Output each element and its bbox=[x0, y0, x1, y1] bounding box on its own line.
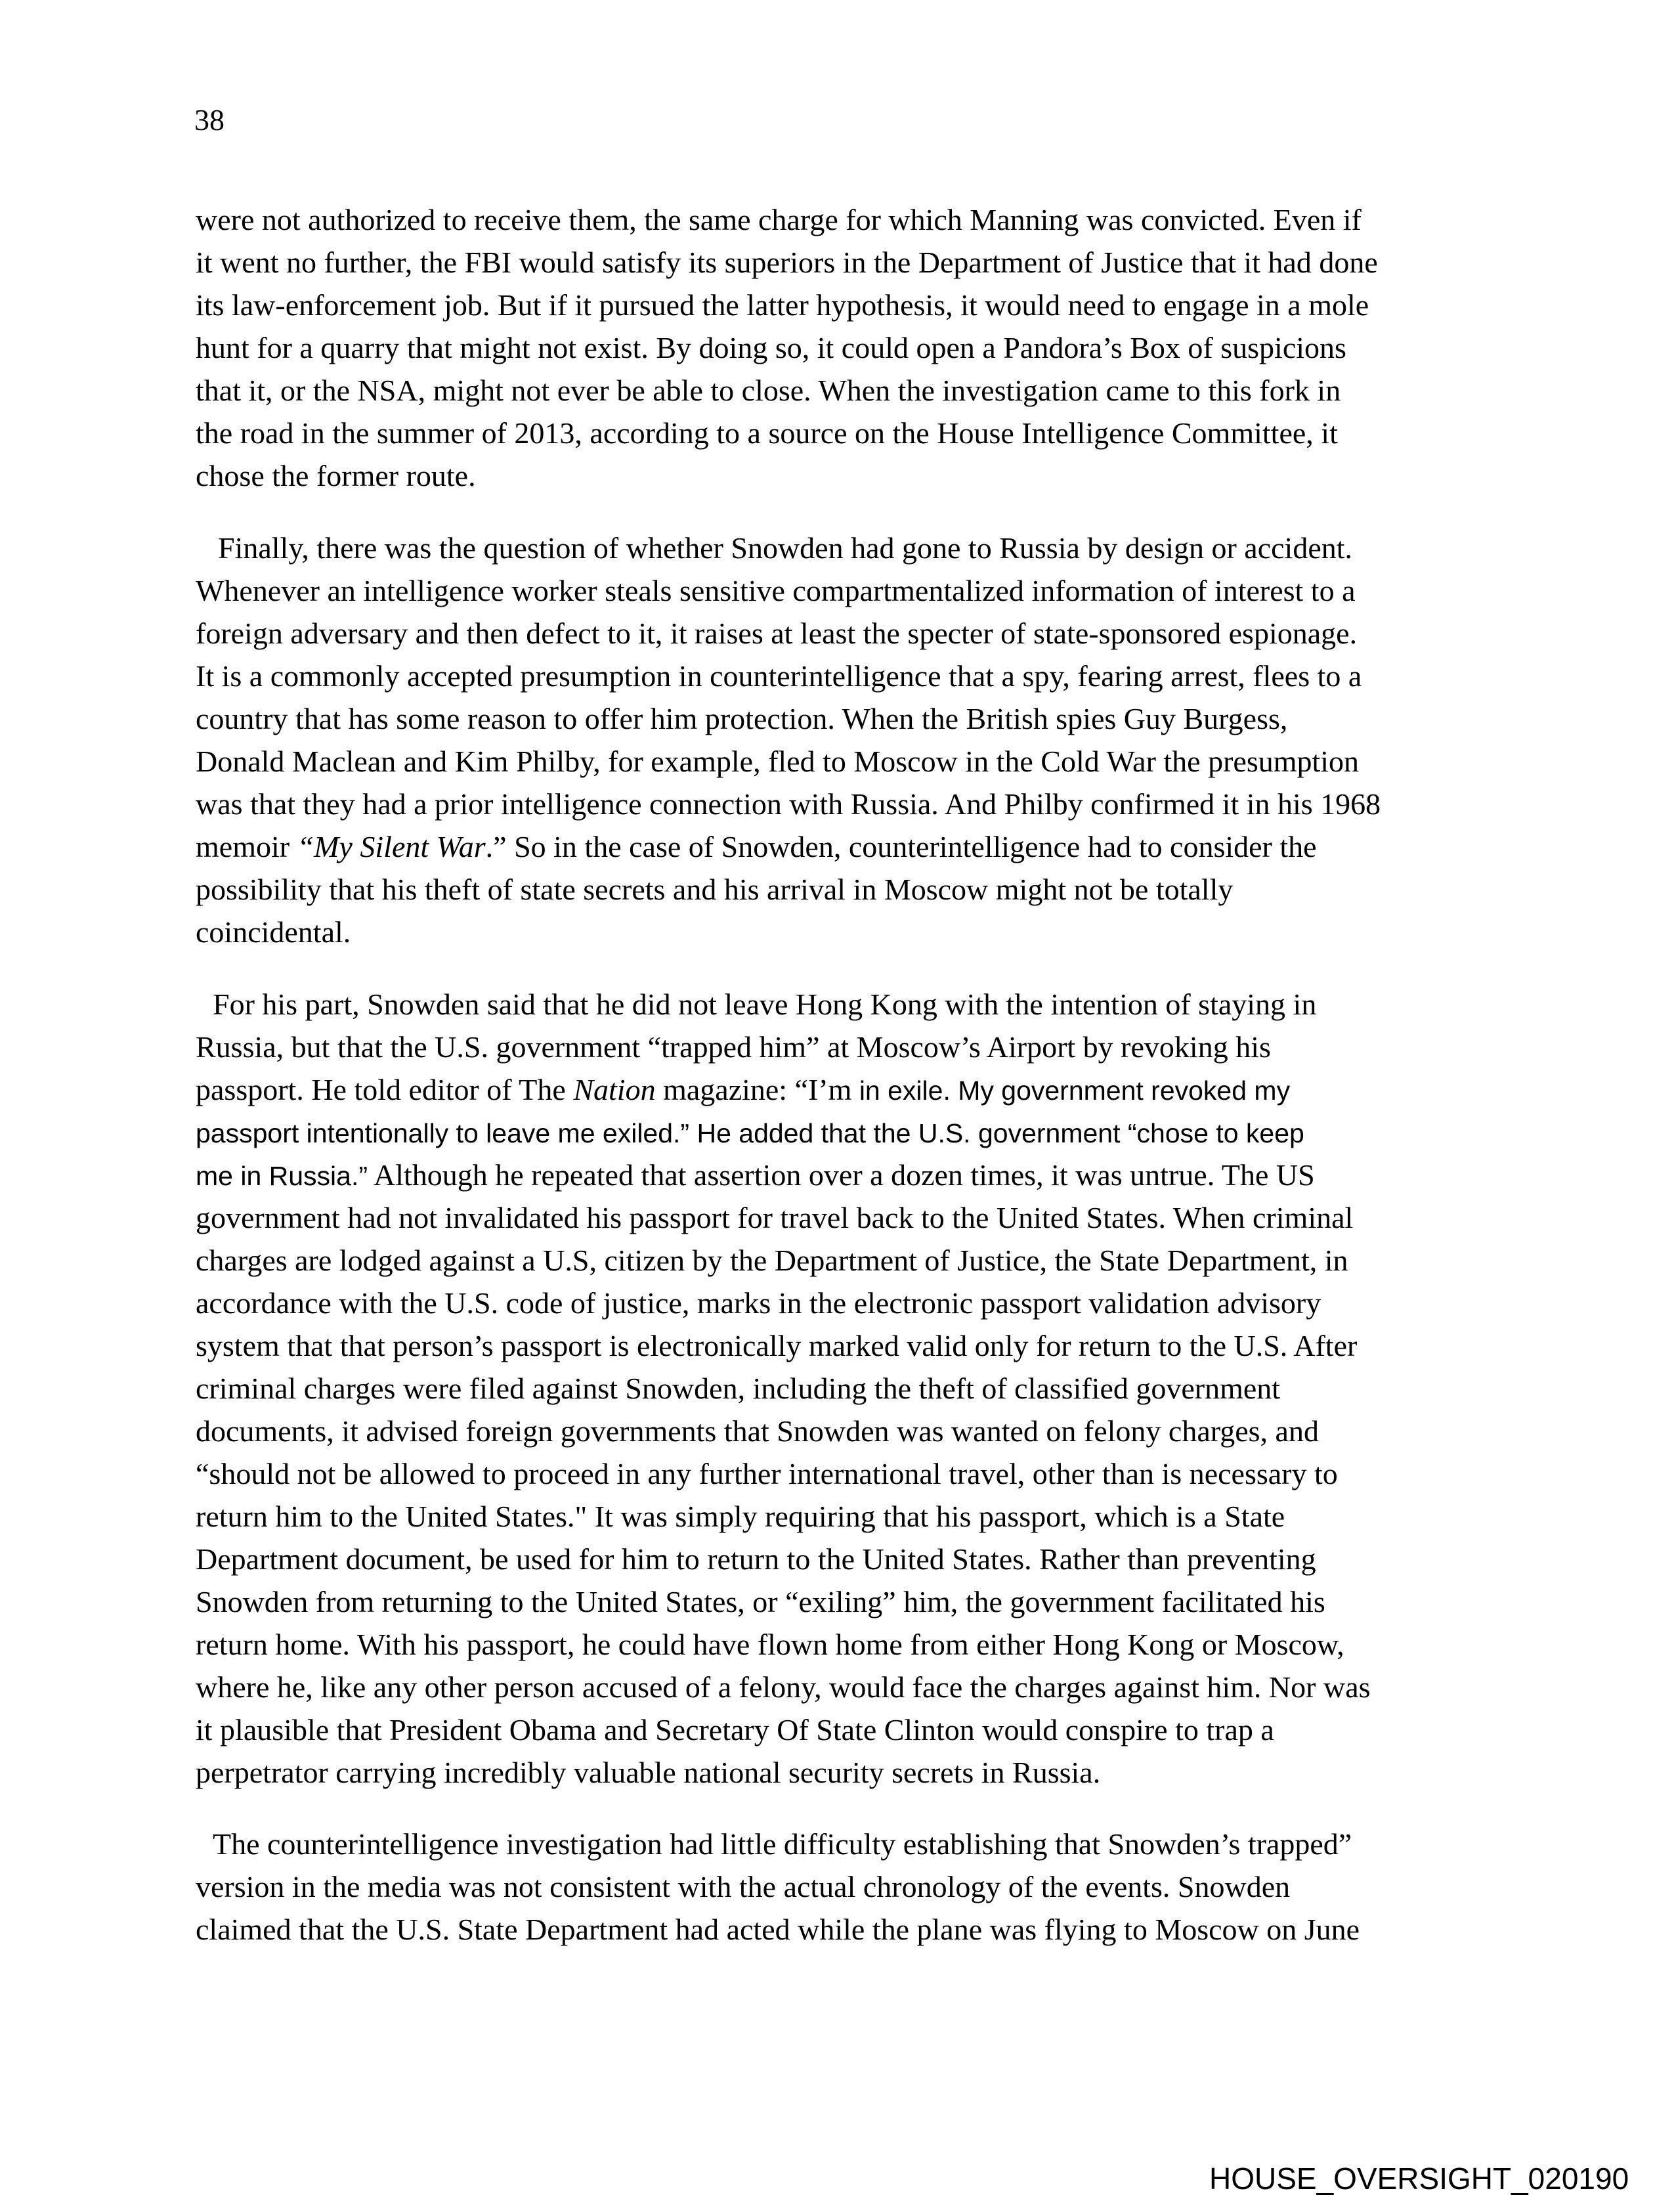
quoted-text: me in Russia.” bbox=[196, 1161, 368, 1191]
quoted-text: passport intentionally to leave me exiled.” He added that the U.S. government “chose to keep bbox=[196, 1118, 1304, 1148]
text-line bbox=[196, 825, 1509, 868]
text-line: It is a commonly accepted presumption in counterintelligence that a spy, fearing arrest, flees to a bbox=[196, 659, 1362, 693]
text-line: Whenever an intelligence worker steals sensitive compartmentalized information of interest to a bbox=[196, 574, 1356, 607]
text-line: government had not invalidated his passport for travel back to the United States. When criminal bbox=[196, 1201, 1354, 1234]
text-line: version in the media was not consistent with the actual chronology of the events. Snowden bbox=[196, 1870, 1291, 1903]
text-line: it plausible that President Obama and Secretary Of State Clinton would conspire to trap a bbox=[196, 1713, 1274, 1746]
text-segment: memoir bbox=[196, 830, 297, 863]
magazine-title: Nation bbox=[573, 1073, 656, 1106]
text-line: charges are lodged against a U.S, citizen by the Department of Justice, the State Department, in bbox=[196, 1244, 1348, 1277]
paragraph-2 bbox=[196, 527, 1509, 953]
paragraph-1 bbox=[196, 198, 1509, 497]
text-line: where he, like any other person accused of a felony, would face the charges against him. Nor was bbox=[196, 1670, 1371, 1704]
text-segment: .” So in the case of Snowden, counterintelligence had to consider the bbox=[485, 830, 1317, 863]
text-line: foreign adversary and then defect to it, it raises at least the specter of state-sponsored espionage. bbox=[196, 617, 1358, 650]
text-line bbox=[196, 1154, 1509, 1196]
text-line: documents, it advised foreign governments that Snowden was wanted on felony charges, and bbox=[196, 1414, 1319, 1448]
text-line-content: The counterintelligence investigation had little difficulty establishing that Snowden’s trapped” bbox=[213, 1827, 1352, 1861]
text-line: were not authorized to receive them, the same charge for which Manning was convicted. Even if bbox=[196, 203, 1362, 236]
text-line-content: For his part, Snowden said that he did not leave Hong Kong with the intention of staying in bbox=[213, 987, 1317, 1021]
text-line: was that they had a prior intelligence connection with Russia. And Philby confirmed it in his 1968 bbox=[196, 787, 1381, 821]
text-line: “should not be allowed to proceed in any further international travel, other than is necessary to bbox=[196, 1457, 1338, 1490]
text-line: return home. With his passport, he could have flown home from either Hong Kong or Moscow, bbox=[196, 1628, 1344, 1661]
text-line: hunt for a quarry that might not exist. By doing so, it could open a Pandora’s Box of suspicions bbox=[196, 331, 1346, 364]
text-segment: passport. He told editor of The bbox=[196, 1073, 574, 1106]
paragraph-3 bbox=[196, 983, 1509, 1794]
text-line: Donald Maclean and Kim Philby, for example, fled to Moscow in the Cold War the presumption bbox=[196, 745, 1360, 778]
text-line: perpetrator carrying incredibly valuable national security secrets in Russia. bbox=[196, 1756, 1101, 1789]
text-line: country that has some reason to offer him protection. When the British spies Guy Burgess, bbox=[196, 702, 1288, 735]
page-number: 38 bbox=[194, 103, 225, 137]
text-line: Snowden from returning to the United States, or “exiling” him, the government facilitated his bbox=[196, 1585, 1325, 1618]
text-line: system that that person’s passport is electronically marked valid only for return to the U.S. After bbox=[196, 1329, 1358, 1362]
text-line: its law-enforcement job. But if it pursued the latter hypothesis, it would need to engage in a mole bbox=[196, 288, 1369, 322]
text-line: return him to the United States." It was simply requiring that his passport, which is a State bbox=[196, 1500, 1285, 1533]
text-line bbox=[196, 1111, 1509, 1154]
text-segment: Although he repeated that assertion over a dozen times, it was untrue. The US bbox=[368, 1158, 1315, 1192]
text-line: Department document, be used for him to return to the United States. Rather than preventing bbox=[196, 1542, 1316, 1576]
text-line: it went no further, the FBI would satisfy its superiors in the Department of Justice that it had done bbox=[196, 246, 1378, 279]
bates-stamp: HOUSE_OVERSIGHT_020190 bbox=[1209, 2161, 1629, 2196]
text-line bbox=[196, 1823, 1509, 1865]
text-line-content: Finally, there was the question of whether Snowden had gone to Russia by design or accident. bbox=[218, 531, 1353, 565]
text-line bbox=[196, 1068, 1509, 1111]
text-line bbox=[196, 527, 1509, 569]
text-line: chose the former route. bbox=[196, 459, 476, 492]
paragraph-4 bbox=[196, 1823, 1509, 1951]
text-line: accordance with the U.S. code of justice, marks in the electronic passport validation advisory bbox=[196, 1286, 1321, 1320]
text-segment: magazine: “I’m bbox=[655, 1073, 852, 1106]
text-line: possibility that his theft of state secrets and his arrival in Moscow might not be totally bbox=[196, 873, 1234, 906]
text-line: that it, or the NSA, might not ever be able to close. When the investigation came to this fork in bbox=[196, 374, 1341, 407]
text-line: claimed that the U.S. State Department had acted while the plane was flying to Moscow on June bbox=[196, 1913, 1360, 1946]
text-line: the road in the summer of 2013, according to a source on the House Intelligence Committee, it bbox=[196, 416, 1338, 450]
book-title: “My Silent War bbox=[297, 830, 486, 863]
quoted-text: in exile. My government revoked my bbox=[851, 1075, 1291, 1106]
text-line bbox=[196, 983, 1509, 1026]
text-line: coincidental. bbox=[196, 915, 351, 949]
text-line: criminal charges were filed against Snowden, including the theft of classified government bbox=[196, 1372, 1281, 1405]
text-line: Russia, but that the U.S. government “trapped him” at Moscow’s Airport by revoking his bbox=[196, 1030, 1271, 1064]
